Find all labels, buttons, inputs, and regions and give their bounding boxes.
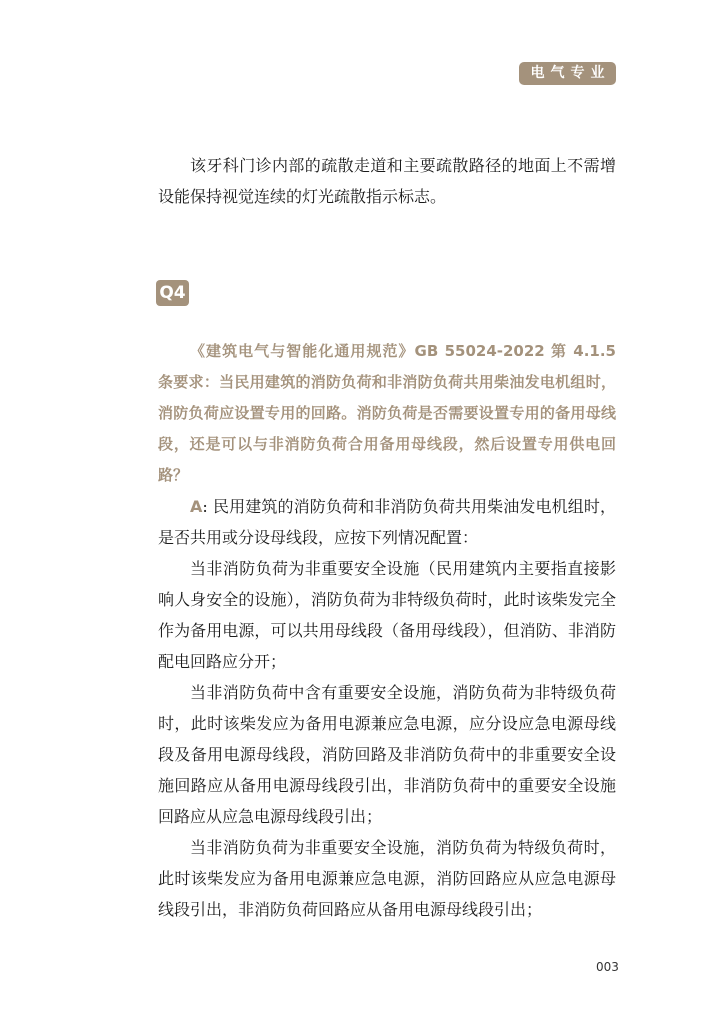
- answer-paragraph: [158, 491, 616, 553]
- question-text: 《建筑电气与智能化通用规范》GB 55024-2022 第 4.1.5 条要求：当民用建筑的消防负荷和非消防负荷共用柴油发电机组时，消防负荷应设置专用的回路。消防负荷是否需要设置专用的备用母线段，还是可以与非消防负荷合用备用母线段，然后设置专用供电回路？: [158, 342, 616, 484]
- question-number-badge: Q4: [156, 280, 189, 306]
- answer-intro-text: 民用建筑的消防负荷和非消防负荷共用柴油发电机组时，是否共用或分设母线段，应按下列情况配置：: [158, 497, 616, 547]
- answer-label: A: [190, 497, 203, 516]
- answer-case-1: 当非消防负荷为非重要安全设施（民用建筑内主要指直接影响人身安全的设施），消防负荷为非特级负荷时，此时该柴发完全作为备用电源，可以共用母线段（备用母线段），但消防、非消防配电回路应分开；: [158, 559, 616, 671]
- answer-label-separator: :: [202, 497, 213, 516]
- section-badge: 电气专业: [519, 62, 616, 85]
- answer-case-2: 当非消防负荷中含有重要安全设施，消防负荷为非特级负荷时，此时该柴发应为备用电源兼应急电源，应分设应急电源母线段及备用电源母线段，消防回路及非消防负荷中的非重要安全设施回路应从备用电源母线段引出，非消防负荷中的重要安全设施回路应从应急电源母线段引出；: [158, 683, 616, 826]
- page-number: 003: [596, 960, 619, 974]
- intro-paragraph: 该牙科门诊内部的疏散走道和主要疏散路径的地面上不需增设能保持视觉连续的灯光疏散指示标志。: [158, 156, 616, 206]
- answer-case-3: 当非消防负荷为非重要安全设施，消防负荷为特级负荷时，此时该柴发应为备用电源兼应急电源，消防回路应从应急电源母线段引出，非消防负荷回路应从备用电源母线段引出；: [158, 838, 616, 919]
